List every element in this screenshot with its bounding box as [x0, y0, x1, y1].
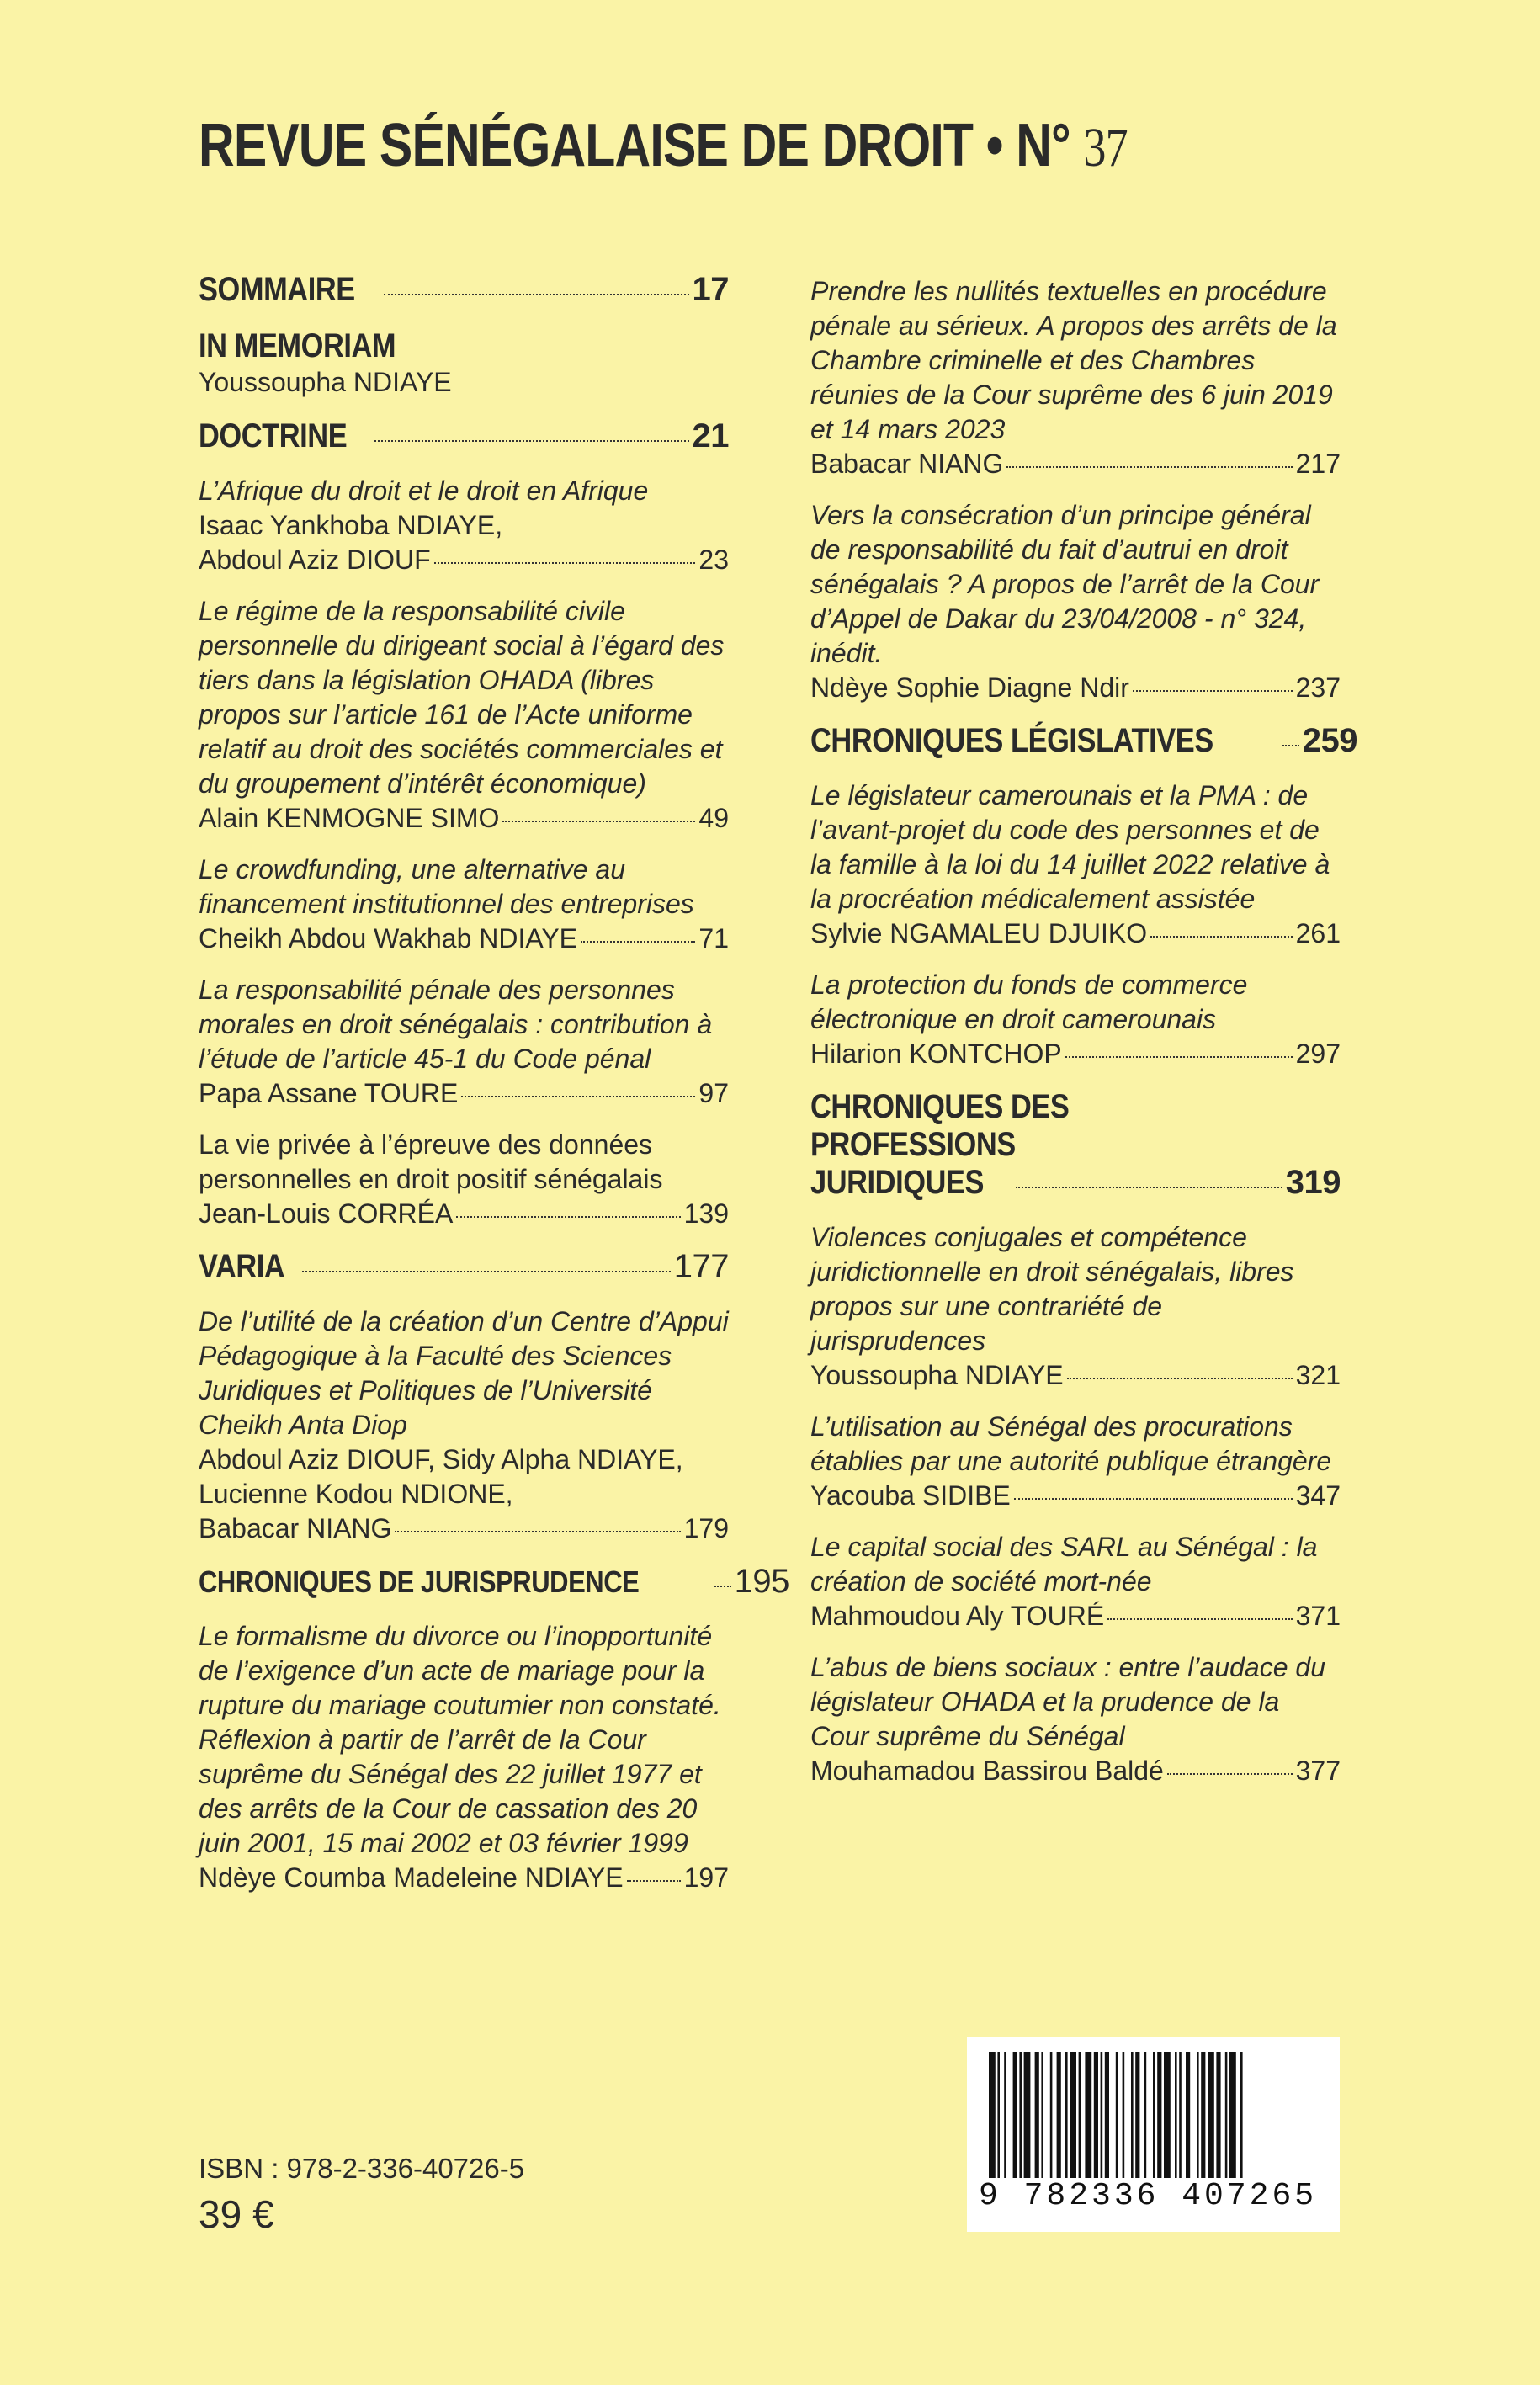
barcode-bar: [1201, 2052, 1205, 2178]
dot-leader: [1006, 466, 1292, 468]
entry-page: 97: [698, 1078, 729, 1108]
barcode-bar: [1041, 2052, 1043, 2178]
section-label: CHRONIQUES LÉGISLATIVES: [810, 722, 1213, 759]
entry-page: 237: [1295, 672, 1341, 703]
barcode-digits: 9 782336 407265: [979, 2178, 1318, 2214]
entry-title: La protection du fonds de commerce électronique en droit camerounais: [810, 969, 1248, 1034]
dot-leader: [1107, 1618, 1292, 1620]
dot-leader: [1067, 1378, 1293, 1379]
section-page: 21: [692, 417, 729, 454]
dot-leader: [395, 1531, 680, 1532]
issue-number: 37: [1083, 117, 1128, 178]
entry-author: Babacar NIANG: [810, 449, 1004, 479]
toc-entry: [199, 1128, 729, 1231]
barcode-bar: [1013, 2052, 1017, 2178]
entry-author: Babacar NIANG: [199, 1513, 392, 1543]
dot-leader: [714, 1586, 731, 1587]
barcode-bar: [1175, 2052, 1177, 2178]
entry-title: De l’utilité de la création d’un Centre d’Appui Pédagogique à la Faculté des Sciences Juridiques et Politiques de l’Université Cheikh Anta Diop: [199, 1306, 729, 1440]
entry-title: Le régime de la responsabilité civile personnelle du dirigeant social à l’égard des tiers dans la législation OHADA (libres propos sur l’article 161 de l’Acte uniforme relatif au droit des sociétés commerciales et du groupement d’intérêt économique): [199, 596, 725, 799]
entry-author: Papa Assane TOURE: [199, 1078, 459, 1108]
barcode-bar: [1019, 2052, 1022, 2178]
barcode-bar: [1004, 2052, 1006, 2178]
barcode-bar: [1065, 2052, 1068, 2178]
section-memoriam: [199, 327, 729, 365]
dot-leader: [384, 294, 689, 295]
toc-entry: [199, 1304, 729, 1546]
entry-author: Alain KENMOGNE SIMO: [199, 803, 500, 833]
entry-page: 49: [698, 803, 729, 833]
entry-title: Le formalisme du divorce ou l’inopportunité de l’exigence d’un acte de mariage pour la rupture du mariage coutumier non constaté. Réflexion à partir de l’arrêt de la Cour suprême du Sénégal des 22 juillet 1977 et des arrêts de la Cour de cassation des 20 juin 2001, 15 mai 2002 et 03 février 1999: [199, 1621, 721, 1858]
section-page: 17: [692, 271, 729, 308]
entry-page: 197: [683, 1862, 729, 1893]
barcode-bar: [1240, 2052, 1243, 2178]
dot-leader: [374, 440, 689, 442]
barcode-bar: [1123, 2052, 1125, 2178]
section-sommaire: [199, 271, 729, 309]
entry-page: 139: [683, 1198, 729, 1229]
entry-page: 347: [1295, 1480, 1341, 1511]
dot-leader: [434, 562, 696, 564]
toc-entry: [810, 498, 1341, 705]
toc-entry: [199, 1619, 729, 1895]
barcode-bar: [1229, 2052, 1236, 2178]
barcode-bar: [1085, 2052, 1091, 2178]
barcode-bar: [1208, 2052, 1214, 2178]
barcode-bar: [1131, 2052, 1134, 2178]
entry-title: Prendre les nullités textuelles en procédure pénale au sérieux. A propos des arrêts de la Chambre criminelle et des Chambres réunies de la Cour suprême des 6 juin 2019 et 14 mars 2023: [810, 276, 1337, 444]
toc-entry: [810, 1650, 1341, 1788]
section-label: DOCTRINE: [199, 417, 348, 454]
barcode-bar: [1079, 2052, 1081, 2178]
barcode-bar: [1070, 2052, 1076, 2178]
entry-page: 261: [1295, 918, 1341, 948]
entry-author: Abdoul Aziz DIOUF, Sidy Alpha NDIAYE, Lucienne Kodou NDIONE,: [199, 1444, 683, 1509]
section-label: VARIA: [199, 1248, 285, 1285]
barcode-bar: [997, 2052, 1000, 2178]
section-page: 195: [734, 1563, 789, 1600]
isbn-text: ISBN : 978-2-336-40726-5: [199, 2153, 525, 2184]
barcode-bar: [989, 2052, 996, 2178]
barcode-bar: [1186, 2052, 1190, 2178]
toc-entry: [199, 973, 729, 1111]
section-page: 259: [1302, 722, 1357, 759]
toc-right-column: [810, 274, 1357, 1805]
entry-page: 23: [698, 544, 729, 575]
section-legislatives: [810, 722, 1357, 760]
journal-title: [199, 111, 1128, 180]
dot-leader: [456, 1216, 680, 1218]
barcode-bar: [1050, 2052, 1053, 2178]
toc-entry: [810, 968, 1341, 1071]
entry-author: Jean-Louis CORRÉA: [199, 1198, 454, 1229]
section-label: IN MEMORIAM: [199, 327, 396, 364]
section-label: JURIDIQUES: [810, 1164, 984, 1201]
barcode-bar: [1057, 2052, 1061, 2178]
toc-entry: [810, 274, 1341, 481]
entry-author: Yacouba SIDIBE: [810, 1480, 1011, 1511]
toc-entry: [810, 778, 1341, 951]
section-professions: [810, 1088, 1341, 1202]
price-text: 39 €: [199, 2192, 274, 2236]
barcode-bar: [1094, 2052, 1098, 2178]
barcode-bar: [1225, 2052, 1228, 2178]
dot-leader: [1016, 1187, 1282, 1188]
barcode-bar: [1116, 2052, 1118, 2178]
barcode-bar: [1035, 2052, 1039, 2178]
entry-title: La responsabilité pénale des personnes morales en droit sénégalais : contribution à l’étude de l’article 45-1 du Code pénal: [199, 975, 713, 1074]
toc-left-column: [199, 271, 789, 1912]
entry-page: 217: [1295, 449, 1341, 479]
dot-leader: [627, 1880, 681, 1882]
section-jurisprudence: [199, 1563, 789, 1601]
dot-leader: [1133, 690, 1293, 692]
entry-author: Ndèye Coumba Madeleine NDIAYE: [199, 1862, 624, 1893]
entry-page: 321: [1295, 1360, 1341, 1390]
toc-entry: [199, 594, 729, 836]
barcode-bars: [985, 2052, 1322, 2178]
barcode-bar: [1153, 2052, 1155, 2178]
barcode-bar: [1216, 2052, 1220, 2178]
barcode-bar: [1144, 2052, 1147, 2178]
entry-author: Mouhamadou Bassirou Baldé: [810, 1756, 1164, 1786]
entry-title: L’utilisation au Sénégal des procurations établies par une autorité publique étrangère: [810, 1411, 1332, 1476]
toc-entry: [810, 1410, 1341, 1513]
entry-page: 371: [1295, 1601, 1341, 1631]
section-doctrine: [199, 417, 729, 455]
toc-entry: [199, 853, 729, 956]
entry-author: Mahmoudou Aly TOURÉ: [810, 1601, 1105, 1631]
entry-page: 297: [1295, 1038, 1341, 1069]
barcode-bar: [1024, 2052, 1031, 2178]
entry-author: Cheikh Abdou Wakhab NDIAYE: [199, 923, 578, 953]
barcode-bar: [1157, 2052, 1161, 2178]
barcode-bar: [1179, 2052, 1182, 2178]
entry-title: Vers la consécration d’un principe général de responsabilité du fait d’autrui en droit sénégalais ? A propos de l’arrêt de la Cour d’Appel de Dakar du 23/04/2008 - n° 324, inédit.: [810, 500, 1320, 668]
toc-entry: [810, 1220, 1341, 1393]
entry-title: Le législateur camerounais et la PMA : de l’avant-projet du code des personnes et de la famille à la loi du 14 juillet 2022 relative à la procréation médicalement assistée: [810, 780, 1330, 914]
entry-title: L’Afrique du droit et le droit en Afrique: [199, 475, 649, 506]
barcode-bar: [1197, 2052, 1199, 2178]
section-label: CHRONIQUES DE JURISPRUDENCE: [199, 1564, 640, 1599]
dot-leader: [502, 821, 695, 822]
section-label: CHRONIQUES DES PROFESSIONS: [810, 1088, 1070, 1163]
barcode: [967, 2037, 1340, 2232]
toc-entry: [199, 474, 729, 577]
memoriam-author: Youssoupha NDIAYE: [199, 367, 452, 397]
barcode-bar: [1164, 2052, 1171, 2178]
journal-title-text: REVUE SÉNÉGALAISE DE DROIT • N°: [199, 112, 1070, 179]
entry-title: Le crowdfunding, une alternative au financement institutionnel des entreprises: [199, 854, 694, 919]
section-varia: [199, 1248, 729, 1286]
dot-leader: [1167, 1773, 1293, 1775]
entry-author: Sylvie NGAMALEU DJUIKO: [810, 918, 1148, 948]
entry-author: Abdoul Aziz DIOUF: [199, 544, 431, 575]
dot-leader: [581, 941, 695, 943]
entry-page: 377: [1295, 1756, 1341, 1786]
entry-title: L’abus de biens sociaux : entre l’audace du législateur OHADA et la prudence de la Cour suprême du Sénégal: [810, 1652, 1325, 1751]
dot-leader: [302, 1271, 671, 1272]
entry-author: Hilarion KONTCHOP: [810, 1038, 1062, 1069]
barcode-bar: [1105, 2052, 1109, 2178]
section-page: 177: [673, 1248, 729, 1285]
dot-leader: [461, 1096, 695, 1097]
section-page: 319: [1285, 1164, 1341, 1201]
dot-leader: [1065, 1056, 1293, 1058]
section-label: SOMMAIRE: [199, 271, 355, 308]
entry-title: La vie privée à l’épreuve des données personnelles en droit positif sénégalais: [199, 1129, 663, 1194]
toc-entry: [810, 1530, 1341, 1633]
barcode-bar: [1101, 2052, 1103, 2178]
entry-title: Violences conjugales et compétence juridictionnelle en droit sénégalais, libres propos sur une contrariété de jurisprudences: [810, 1222, 1294, 1356]
dot-leader: [1282, 745, 1299, 746]
entry-title: Le capital social des SARL au Sénégal : la création de société mort-née: [810, 1532, 1318, 1596]
entry-author: Isaac Yankhoba NDIAYE,: [199, 510, 503, 540]
entry-page: 179: [683, 1513, 729, 1543]
dot-leader: [1150, 936, 1293, 938]
dot-leader: [1014, 1498, 1293, 1500]
entry-author: Ndèye Sophie Diagne Ndir: [810, 672, 1129, 703]
barcode-bar: [1135, 2052, 1139, 2178]
entry-author: Youssoupha NDIAYE: [810, 1360, 1064, 1390]
entry-page: 71: [698, 923, 729, 953]
